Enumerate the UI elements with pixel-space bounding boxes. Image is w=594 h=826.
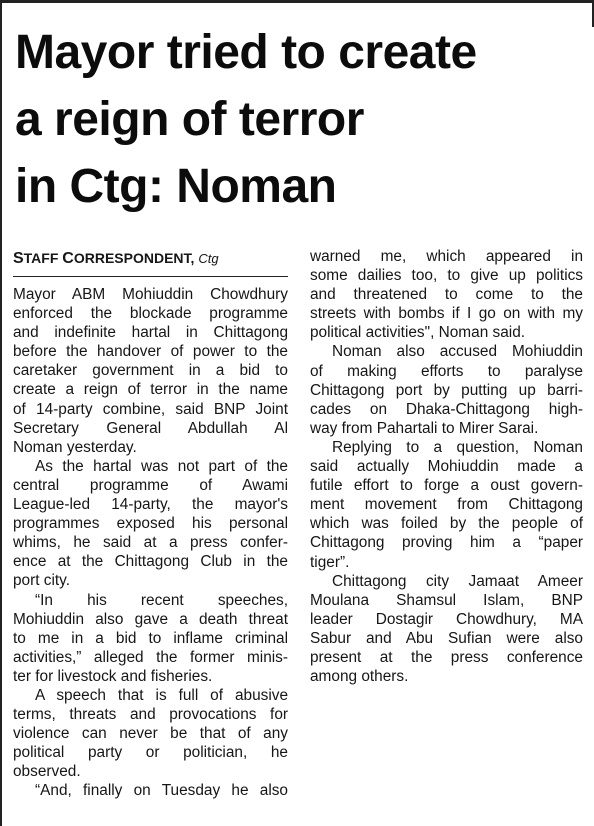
text-line: port city. (13, 572, 71, 590)
text-line: way from Pahartali to Mirer Sarai. (310, 419, 539, 437)
text-line: Mayor ABM Mohiuddin Chowdhury (13, 286, 288, 303)
right-column-text (310, 247, 583, 686)
text-line: A speech that is full of abusive (35, 686, 288, 704)
text-line: whims, he said at a press confer- (13, 534, 288, 552)
article-column-right (310, 247, 583, 686)
text-line: Chittagong proving him a “paper (310, 534, 583, 552)
text-line: and threatened to come to the (310, 286, 583, 304)
text-line: caretaker government in a bid to (13, 362, 288, 380)
text-line: cades on Dhaka-Chittagong high- (310, 400, 583, 418)
text-line: Mohiuddin also gave a death threat (13, 610, 288, 628)
left-column-text (13, 285, 288, 801)
text-line: enforced the blockade programme (13, 305, 288, 323)
text-line: streets with bombs if I go on with my (310, 305, 583, 323)
text-line: Moulana Shamsul Islam, BNP (310, 591, 583, 609)
text-line: Secretary General Abdullah Al (13, 419, 288, 437)
text-line: said actually Mohiuddin made a (310, 458, 583, 476)
text-line: among others. (310, 668, 409, 686)
headline (15, 19, 590, 220)
text-line: create a reign of terror in the name (13, 381, 288, 399)
text-line: programmes exposed his personal (13, 515, 288, 533)
text-line: futile effort to forge a oust govern- (310, 477, 583, 495)
article-column-left (13, 247, 288, 801)
byline-comma: , (190, 250, 199, 266)
text-line: present at the press conference (310, 648, 583, 666)
text-line: of 14-party combine, said BNP Joint (13, 400, 288, 418)
text-line: tiger”. (310, 553, 350, 571)
text-line: League-led 14-party, the mayor's (13, 496, 288, 514)
text-line: Noman yesterday. (13, 438, 137, 456)
headline-line-1: Mayor tried to create (15, 26, 477, 79)
text-line: Sabur and Abu Sufian were also (310, 629, 583, 647)
text-line: observed. (13, 763, 81, 781)
text-line: some dailies too, to give up politics (310, 267, 583, 285)
headline-line-2: a reign of terror (15, 93, 364, 146)
text-line: ment movement from Chittagong (310, 496, 583, 514)
text-line: activities,” alleged the former minis- (13, 648, 288, 666)
text-line: Chittagong city Jamaat Ameer (332, 572, 583, 590)
headline-line-3: in Ctg: Noman (15, 160, 337, 213)
text-line: warned me, which appeared in (310, 248, 583, 265)
text-line: of making efforts to paralyse (310, 362, 583, 380)
text-line: Noman also accused Mohiuddin (332, 343, 583, 361)
text-line: central programme of Awami (13, 476, 288, 494)
text-line: violence can never be that of any (13, 725, 288, 743)
byline (13, 249, 288, 277)
byline-correspondent: ORRESPONDENT (73, 250, 191, 266)
text-line: “In his recent speeches, (35, 591, 288, 609)
byline-place: Ctg (198, 251, 219, 266)
text-line: and indefinite hartal in Chittagong (13, 324, 288, 342)
text-line: “And, finally on Tuesday he also (35, 782, 288, 800)
text-line: As the hartal was not part of the (35, 457, 288, 475)
byline-staff: TAFF (23, 250, 63, 266)
text-line: ence at the Chittagong Club in the (13, 553, 288, 571)
text-line: terms, threats and provocations for (13, 706, 288, 724)
text-line: ter for livestock and fisheries. (13, 667, 213, 685)
text-line: Chittagong port by putting up barri- (310, 381, 583, 399)
text-line: Replying to a question, Noman (332, 438, 583, 456)
byline-initial-c: C (62, 250, 74, 267)
text-line: leader Dostagir Chowdhury, MA (310, 610, 583, 628)
text-line: political activities", Noman said. (310, 324, 526, 342)
text-line: to me in a bid to inflame criminal (13, 629, 288, 647)
byline-initial-s: S (13, 250, 24, 267)
text-line: political party or politician, he (13, 744, 288, 762)
text-line: before the handover of power to the (13, 343, 288, 361)
text-line: which was foiled by the people of (310, 515, 583, 533)
